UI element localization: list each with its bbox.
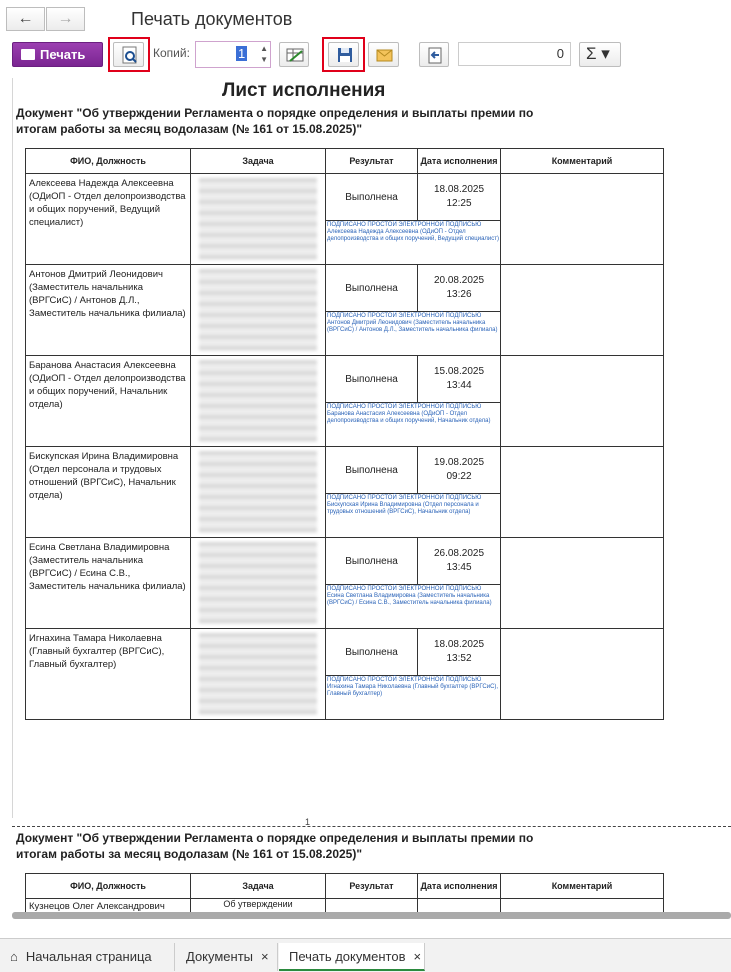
spin-down-icon[interactable]: ▼ [260,55,268,64]
page-break-line [12,826,731,827]
tab-documents[interactable] [176,943,278,971]
column-header-date-p2: Дата исполнения [418,874,501,899]
time-value: 13:52 [446,653,472,664]
copies-label: Копий: [153,46,190,60]
column-header-result-p2: Результат [326,874,418,899]
date-value: 20.08.2025 [433,275,485,286]
close-icon[interactable]: × [261,949,269,964]
execution-table-page2 [25,873,664,917]
page-edge [12,78,13,818]
column-header-result: Результат [326,149,418,174]
signature-stamp: ПОДПИСАНО ПРОСТОЙ ЭЛЕКТРОННОЙ ПОДПИСЬЮ Баранова Анастасия Алексеевна (ОДиОП - Отдел делопроизводства и общих поручений, Начальник отдела) [326,403,501,447]
signature-stamp: ПОДПИСАНО ПРОСТОЙ ЭЛЕКТРОННОЙ ПОДПИСЬЮ Антонов Дмитрий Леонидович (Заместитель начальника (ВРГСиС) / Антонов Д.Л., Заместитель начальника филиала) [326,312,501,356]
sheet-title: Лист исполнения [222,80,386,101]
table-cell-date [418,265,501,312]
table-row [26,265,664,312]
redacted-task-text [199,178,317,260]
table-edit-icon [280,43,310,68]
column-header-task-p2: Задача [191,874,326,899]
home-icon: ⌂ [10,949,18,964]
execution-table [25,148,664,720]
table-cell-fio: Бискупская Ирина Владимировна (Отдел персонала и трудовых отношений (ВРГСиС), Начальник отдела) [26,447,191,538]
table-row [26,356,664,403]
tab-bar [0,938,731,972]
redacted-task-text [199,451,317,533]
table-cell-date [418,174,501,221]
table-cell-comment [501,447,664,538]
close-icon[interactable]: × [413,949,422,964]
table-cell-task [191,356,326,447]
table-cell-fio: Есина Светлана Владимировна (Заместитель начальника (ВРГСиС) / Есина С.В., Заместитель начальника филиала) [26,538,191,629]
table-cell-date [418,629,501,676]
save-button[interactable] [328,42,359,67]
table-row [26,629,664,676]
column-header-comment-p2: Комментарий [501,874,664,899]
time-value: 13:44 [446,380,472,391]
page-number: 1 [305,817,311,827]
edit-mode-button[interactable] [279,42,309,67]
floppy-disk-icon [329,43,360,68]
table-cell-fio: Алексеева Надежда Алексеевна (ОДиОП - Отдел делопроизводства и общих поручений, Ведущий специалист) [26,174,191,265]
date-value: 18.08.2025 [433,639,485,650]
horizontal-scrollbar[interactable] [12,912,731,919]
arrow-left-icon: ← [17,10,34,27]
table-cell-date [418,356,501,403]
table-cell-comment [501,538,664,629]
table-cell-fio: Баранова Анастасия Алексеевна (ОДиОП - Отдел делопроизводства и общих поручений, Начальник отдела) [26,356,191,447]
tab-home-label: Начальная страница [25,949,152,964]
table-cell-result: Выполнена [326,174,418,221]
signature-stamp: ПОДПИСАНО ПРОСТОЙ ЭЛЕКТРОННОЙ ПОДПИСЬЮ Есина Светлана Владимировна (Заместитель начальника (ВРГСиС) / Есина С.В., Заместитель начальника филиала) [326,585,501,629]
table-cell-task [191,447,326,538]
table-cell-task [191,174,326,265]
table-row [26,538,664,585]
time-value: 12:25 [446,198,472,209]
envelope-icon [369,43,400,68]
tab-print-documents[interactable] [279,943,425,971]
document-arrow-icon [420,43,450,68]
magnifier-icon [114,43,145,68]
table-cell-task [191,629,326,720]
redacted-task-text [199,542,317,624]
signature-stamp: ПОДПИСАНО ПРОСТОЙ ЭЛЕКТРОННОЙ ПОДПИСЬЮ Алексеева Надежда Алексеевна (ОДиОП - Отдел делопроизводства и общих поручений, Ведущий специалист) [326,221,501,265]
table-cell-result: Выполнена [326,265,418,312]
copies-value: 1 [238,46,246,61]
table-cell-date [418,538,501,585]
date-value: 18.08.2025 [433,184,485,195]
table-cell-result: Выполнена [326,629,418,676]
sum-button[interactable]: Σ ▾ [579,42,621,67]
table-row [26,174,664,221]
column-header-fio: ФИО, Должность [26,149,191,174]
copies-input[interactable] [195,41,271,68]
window-title: Печать документов [131,9,293,29]
document-header: Документ "Об утверждении Регламента о порядке определения и выплаты премии по итогам работы за месяц водолазам (№ 161 от 15.08.2025)" [16,106,534,136]
time-value: 13:26 [446,289,472,300]
table-cell-task [191,265,326,356]
redacted-task-text [199,360,317,442]
redacted-task-text [199,633,317,715]
arrow-right-icon: → [57,10,74,27]
date-value: 26.08.2025 [433,548,485,559]
table-cell-fio: Антонов Дмитрий Леонидович (Заместитель начальника (ВРГСиС) / Антонов Д.Л., Заместитель начальника филиала) [26,265,191,356]
table-cell-result: Выполнена [326,356,418,403]
export-button[interactable] [419,42,449,67]
date-value: 15.08.2025 [433,366,485,377]
table-cell-date [418,447,501,494]
time-value: 09:22 [446,471,472,482]
column-header-fio-p2: ФИО, Должность [26,874,191,899]
table-cell-comment [501,356,664,447]
printer-icon [21,49,35,60]
preview-button[interactable] [113,42,144,67]
forward-button[interactable] [46,7,85,31]
table-row [26,447,664,494]
table-cell-comment [501,265,664,356]
document-header-page2: Документ "Об утверждении Регламента о порядке определения и выплаты премии по итогам работы за месяц водолазам (№ 161 от 15.08.2025)" [16,831,534,861]
column-header-date: Дата исполнения [418,149,501,174]
sum-value-field[interactable]: 0 [458,42,571,66]
table-cell-task [191,538,326,629]
table-cell-result: Выполнена [326,538,418,585]
tab-print-documents-label: Печать документов [289,949,406,964]
table-cell-result: Выполнена [326,447,418,494]
table-cell-comment [501,174,664,265]
tab-home[interactable] [0,943,175,971]
column-header-comment: Комментарий [501,149,664,174]
spin-up-icon[interactable]: ▲ [260,44,268,53]
print-button[interactable] [12,42,103,67]
tab-documents-label: Документы [186,949,254,964]
redacted-task-text [199,269,317,351]
table-cell-comment [501,629,664,720]
print-button-label: Печать [40,47,86,62]
signature-stamp: ПОДПИСАНО ПРОСТОЙ ЭЛЕКТРОННОЙ ПОДПИСЬЮ Игнахина Тамара Николаевна (Главный бухгалтер (ВРГСиС), Главный бухгалтер) [326,676,501,720]
table-cell-fio: Игнахина Тамара Николаевна (Главный бухгалтер (ВРГСиС), Главный бухгалтер) [26,629,191,720]
signature-stamp: ПОДПИСАНО ПРОСТОЙ ЭЛЕКТРОННОЙ ПОДПИСЬЮ Бискупская Ирина Владимировна (Отдел персонала и трудовых отношений (ВРГСиС), Начальник отдела) [326,494,501,538]
time-value: 13:45 [446,562,472,573]
date-value: 19.08.2025 [433,457,485,468]
column-header-task: Задача [191,149,326,174]
send-email-button[interactable] [368,42,399,67]
back-button[interactable] [6,7,45,31]
table-cell-task-p2: Об утверждении [191,899,326,917]
table-cell-fio-p2: Кузнецов Олег Александрович [26,899,191,917]
